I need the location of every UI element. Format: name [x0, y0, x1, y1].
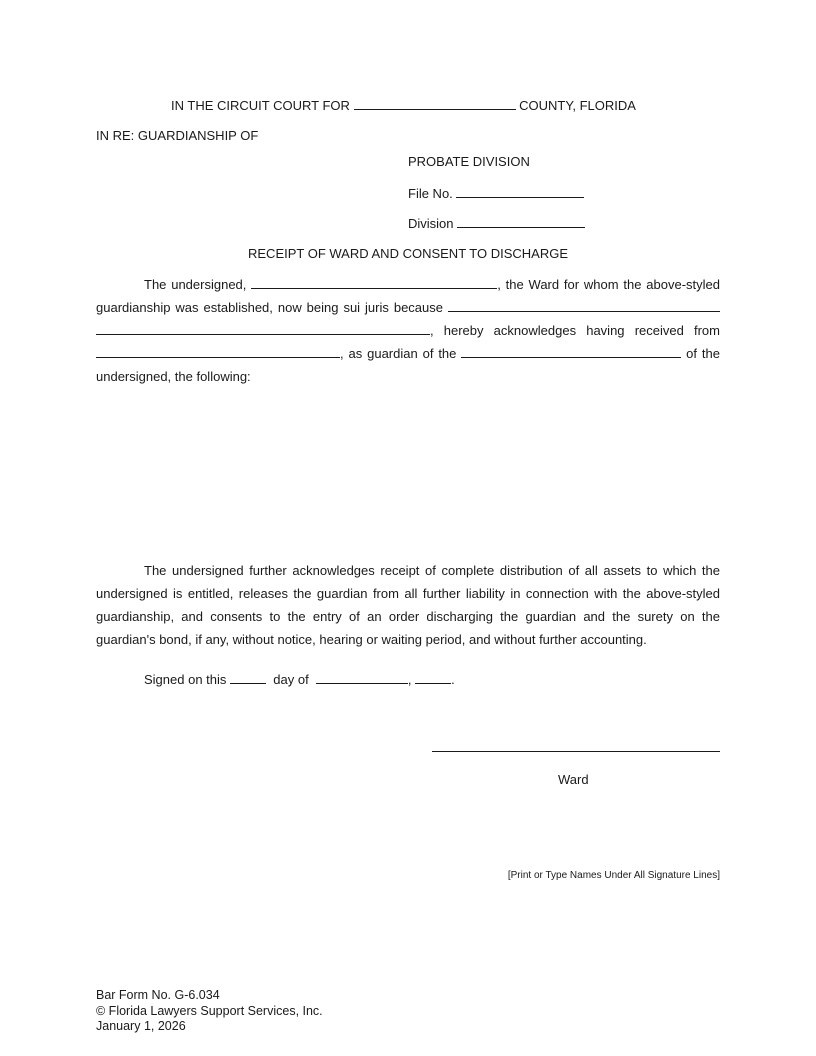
- file-no-label: File No.: [408, 186, 453, 201]
- para1-text-2: , the Ward for whom the above-styled guardianship was established, now being sui juris because: [96, 277, 720, 315]
- in-re-heading: IN RE: GUARDIANSHIP OF: [96, 128, 259, 143]
- court-heading: [171, 97, 636, 113]
- ward-name-field[interactable]: [251, 276, 497, 289]
- bar-form-number: Bar Form No. G-6.034: [96, 988, 220, 1002]
- court-prefix: IN THE CIRCUIT COURT FOR: [171, 98, 350, 113]
- para1-text-3: , hereby acknowledges having received from: [430, 323, 720, 338]
- day-field[interactable]: [230, 671, 266, 684]
- para1-text-5: of the undersigned, the following:: [96, 346, 720, 384]
- guardian-name-field[interactable]: [96, 345, 340, 358]
- ward-signature-label: Ward: [558, 772, 589, 787]
- form-footer: [96, 988, 323, 1035]
- acknowledgment-paragraph: [96, 273, 720, 388]
- probate-division-label: PROBATE DIVISION: [408, 154, 530, 169]
- signed-on-line: [144, 671, 455, 687]
- document-title: RECEIPT OF WARD AND CONSENT TO DISCHARGE: [248, 246, 568, 261]
- copyright-notice: © Florida Lawyers Support Services, Inc.: [96, 1003, 323, 1018]
- comma: ,: [407, 672, 412, 687]
- month-field[interactable]: [316, 671, 408, 684]
- court-suffix: COUNTY, FLORIDA: [519, 98, 636, 113]
- para1-text-4: , as guardian of the: [340, 346, 457, 361]
- release-paragraph: [96, 559, 720, 651]
- period: .: [451, 672, 455, 687]
- division-label: Division: [408, 216, 454, 231]
- file-no-line: [408, 185, 584, 201]
- county-field[interactable]: [354, 97, 516, 110]
- form-date: January 1, 2026: [96, 1019, 186, 1033]
- division-line: [408, 215, 585, 231]
- release-text: The undersigned further acknowledges receipt of complete distribution of all assets to which the undersigned is entitled, releases the guardian from all further liability in connection with the above-styled guardianship, and consents to the entry of an order discharging the guardian and the surety on the guardian's bond, if any, without notice, hearing or waiting period, and without further accounting.: [96, 563, 720, 647]
- ward-signature-line[interactable]: [432, 751, 720, 752]
- guardian-of-field[interactable]: [461, 345, 681, 358]
- signature-note: [Print or Type Names Under All Signature Lines]: [507, 870, 720, 881]
- signed-prefix: Signed on this: [144, 672, 227, 687]
- file-no-field[interactable]: [456, 185, 584, 198]
- day-of-label: day of: [273, 672, 309, 687]
- para1-text-1: The undersigned,: [144, 277, 247, 292]
- sui-juris-reason-field-continued[interactable]: [96, 322, 430, 335]
- sui-juris-reason-field[interactable]: [448, 299, 720, 312]
- division-field[interactable]: [457, 215, 585, 228]
- year-field[interactable]: [415, 671, 451, 684]
